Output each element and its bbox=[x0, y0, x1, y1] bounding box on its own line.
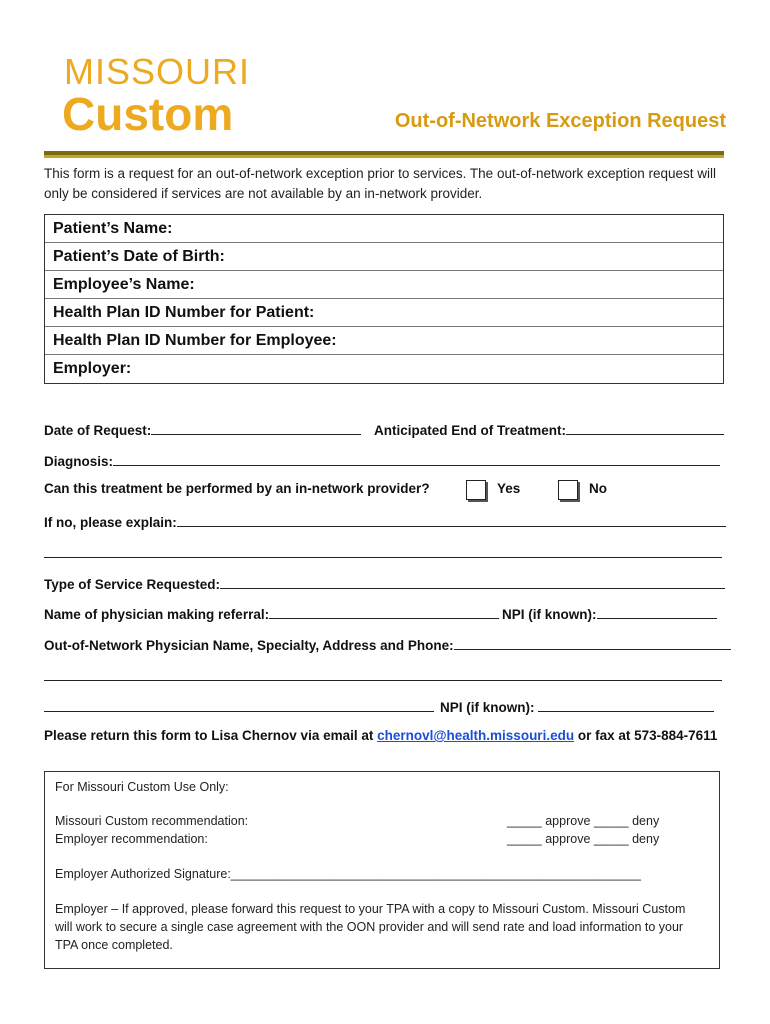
patient-plan-id-field[interactable]: Health Plan ID Number for Patient: bbox=[45, 299, 723, 327]
type-of-service-input[interactable] bbox=[220, 574, 725, 589]
employee-name-field[interactable]: Employee’s Name: bbox=[45, 271, 723, 299]
yes-label: Yes bbox=[497, 481, 521, 496]
employer-approve-deny[interactable]: _____ approve _____ deny bbox=[507, 832, 660, 846]
npi-1-input[interactable] bbox=[597, 604, 717, 619]
oon-physician-row bbox=[44, 635, 731, 653]
npi-1-row bbox=[502, 604, 717, 622]
referring-physician-row bbox=[44, 604, 499, 622]
intro-text: This form is a request for an out-of-network exception prior to services. The out-of-network exception request will only be considered if services are not available by an in-network provider. bbox=[44, 166, 717, 201]
patient-info-table bbox=[44, 214, 724, 384]
npi-2-row bbox=[440, 697, 714, 715]
date-of-request-row bbox=[44, 420, 361, 438]
employer-signature-field[interactable]: Employer Authorized Signature:___________________________________________________________ bbox=[55, 867, 641, 881]
yes-checkbox[interactable] bbox=[466, 480, 486, 500]
anticipated-end-input[interactable] bbox=[566, 420, 724, 435]
return-suffix: or fax at 573-884-7611 bbox=[574, 728, 718, 743]
office-use-box bbox=[44, 771, 720, 969]
header-rule bbox=[44, 151, 724, 158]
oon-physician-input-line-3[interactable] bbox=[44, 711, 434, 712]
patient-dob-field[interactable]: Patient’s Date of Birth: bbox=[45, 243, 723, 271]
return-email-link[interactable]: chernovl@health.missouri.edu bbox=[377, 728, 575, 743]
logo-missouri: MISSOURI bbox=[64, 51, 251, 92]
if-no-label: If no, please explain: bbox=[44, 515, 177, 530]
diagnosis-row bbox=[44, 451, 720, 469]
type-of-service-row bbox=[44, 574, 725, 592]
date-of-request-label: Date of Request: bbox=[44, 423, 152, 438]
return-prefix: Please return this form to Lisa Chernov via email at bbox=[44, 728, 378, 743]
oon-physician-input[interactable] bbox=[454, 635, 731, 650]
npi-2-label: NPI (if known): bbox=[440, 700, 535, 715]
if-no-input[interactable] bbox=[177, 512, 726, 527]
oon-physician-input-line-2[interactable] bbox=[44, 680, 722, 681]
oon-physician-label: Out-of-Network Physician Name, Specialty, Address and Phone: bbox=[44, 638, 454, 653]
referring-physician-label: Name of physician making referral: bbox=[44, 607, 270, 622]
mc-recommendation-label: Missouri Custom recommendation: bbox=[55, 814, 249, 828]
patient-name-field[interactable]: Patient’s Name: bbox=[45, 215, 723, 243]
employee-plan-id-field[interactable]: Health Plan ID Number for Employee: bbox=[45, 327, 723, 355]
date-of-request-input[interactable] bbox=[151, 420, 361, 435]
anticipated-end-label: Anticipated End of Treatment: bbox=[374, 423, 567, 438]
return-instructions bbox=[44, 728, 717, 743]
npi-2-input[interactable] bbox=[538, 697, 714, 712]
referring-physician-input[interactable] bbox=[269, 604, 499, 619]
no-label: No bbox=[589, 481, 607, 496]
if-no-row bbox=[44, 512, 726, 530]
employer-field[interactable]: Employer: bbox=[53, 360, 132, 377]
page-title: Out-of-Network Exception Request bbox=[394, 110, 726, 132]
anticipated-end-row bbox=[374, 420, 724, 438]
mc-approve-deny[interactable]: _____ approve _____ deny bbox=[507, 814, 660, 828]
npi-1-label: NPI (if known): bbox=[502, 607, 597, 622]
logo-custom: Custom bbox=[62, 88, 234, 140]
if-no-input-line-2[interactable] bbox=[44, 557, 722, 558]
diagnosis-label: Diagnosis: bbox=[44, 454, 114, 469]
office-use-heading: For Missouri Custom Use Only: bbox=[55, 780, 229, 794]
type-of-service-label: Type of Service Requested: bbox=[44, 577, 221, 592]
employer-recommendation-label: Employer recommendation: bbox=[55, 832, 208, 846]
no-checkbox[interactable] bbox=[558, 480, 578, 500]
employer-note: Employer – If approved, please forward this request to your TPA with a copy to Missouri Custom. Missouri Custom will work to secure a single case agreement with the OON provider and will send rate and load information to your TPA once completed. bbox=[55, 902, 686, 952]
diagnosis-input[interactable] bbox=[113, 451, 720, 466]
in-network-question: Can this treatment be performed by an in-network provider? bbox=[44, 481, 430, 496]
